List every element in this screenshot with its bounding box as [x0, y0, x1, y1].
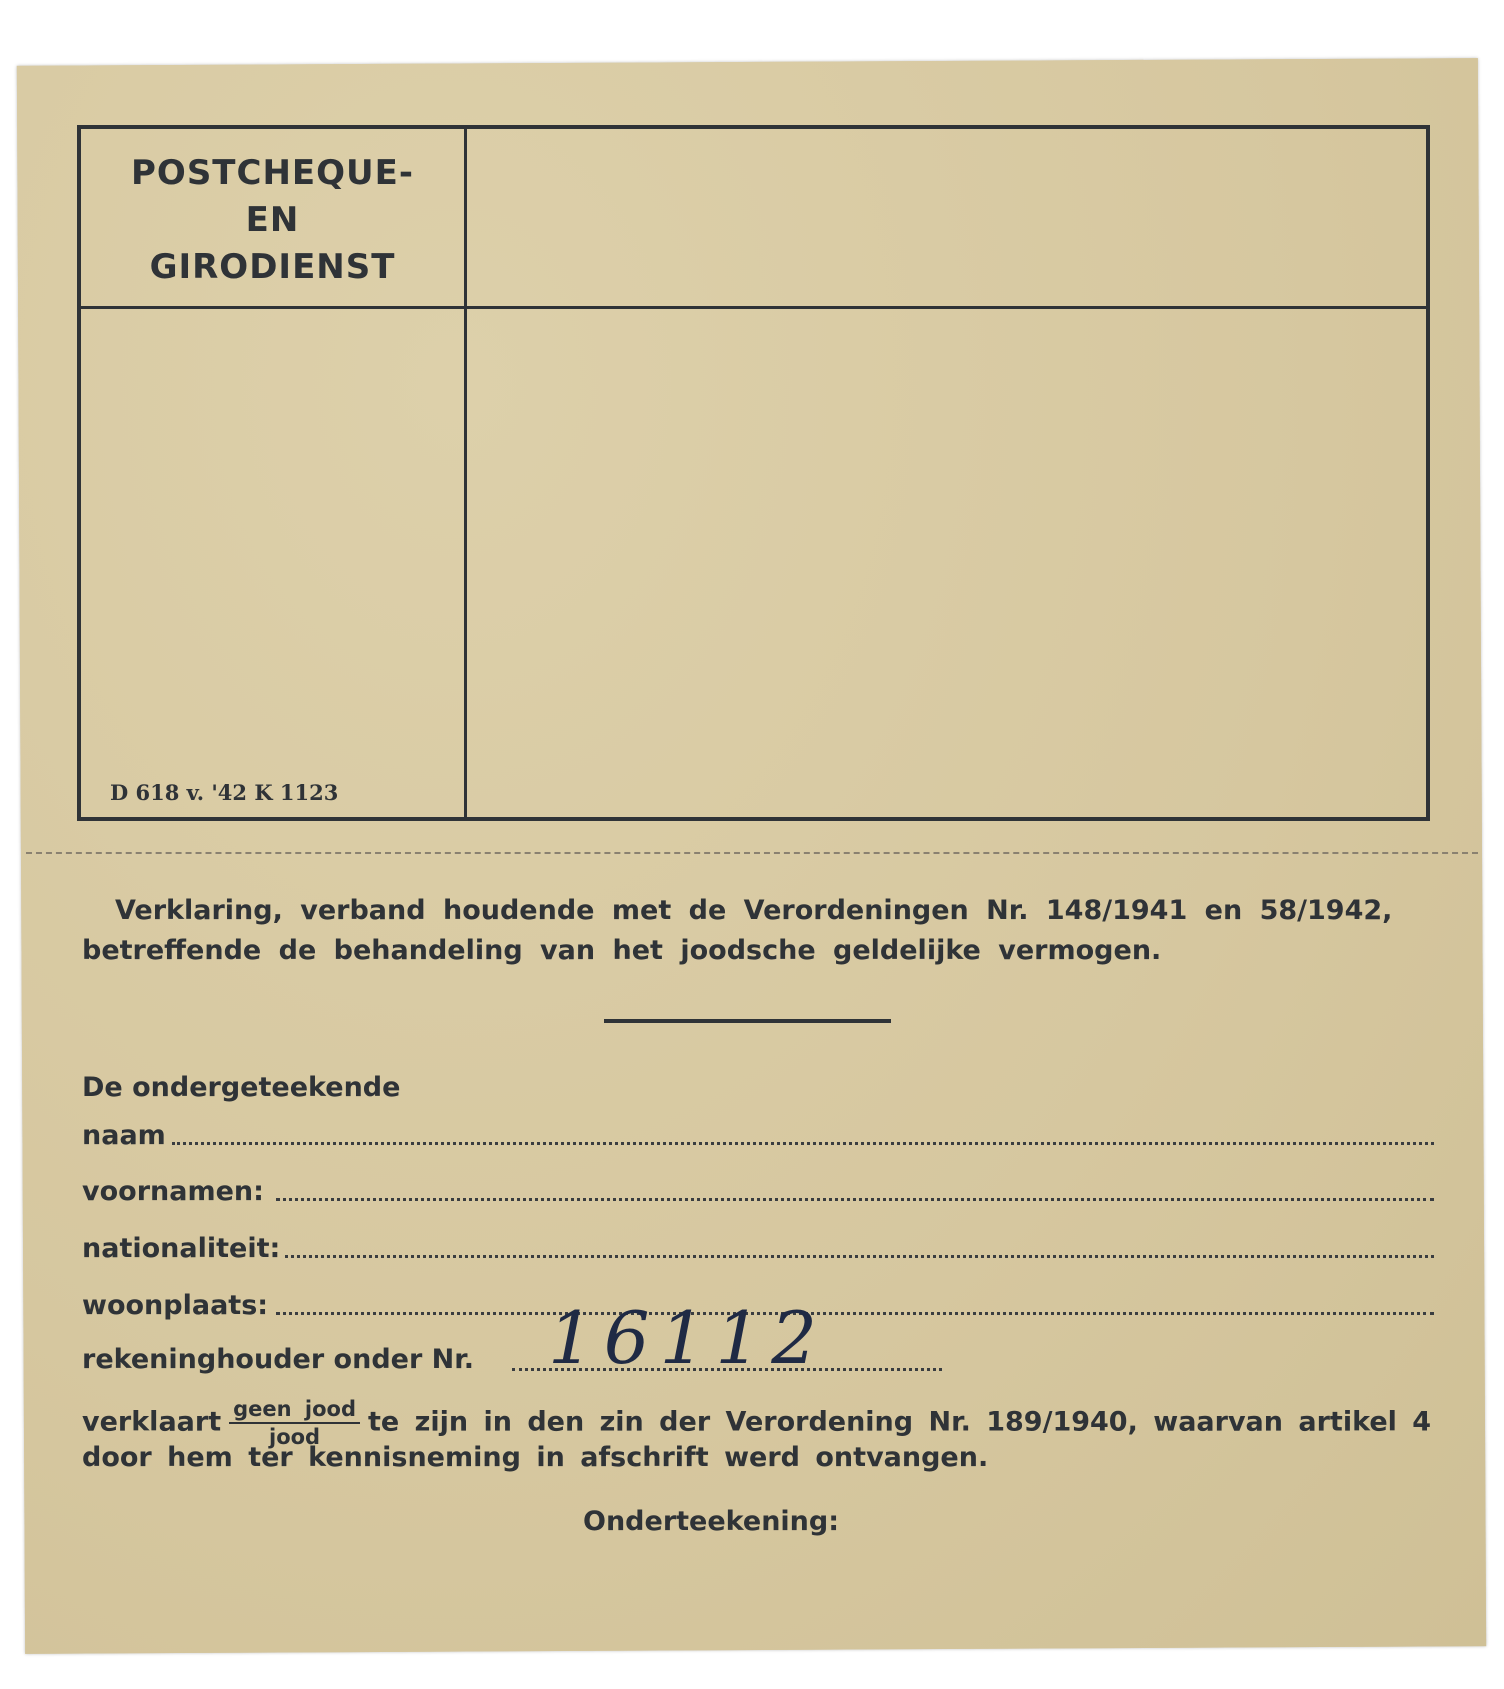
separator-rule [604, 1019, 891, 1023]
declaration-line-2: betreffende de behandeling van het joodsche geldelijke vermogen. [82, 935, 1162, 966]
voornamen-label: voornamen: [82, 1176, 264, 1207]
rekeninghouder-label: rekeninghouder onder Nr. [82, 1344, 474, 1375]
statement-line-2: door hem ter kennisneming in afschrift werd ontvangen. [82, 1442, 989, 1473]
handwritten-account-number: 16112 [548, 1296, 828, 1380]
title-line: EN [245, 200, 300, 240]
signature-label: Onderteekening: [583, 1506, 840, 1537]
option-jood: jood [269, 1425, 321, 1449]
perforation-line [26, 852, 1478, 854]
declaration-line-1: Verklaring, verband houdende met de Verordeningen Nr. 148/1941 en 58/1942, [115, 895, 1393, 926]
title-line: POSTCHEQUE- [131, 153, 414, 193]
verklaart-label: verklaart [82, 1406, 222, 1438]
statement-rest: te zijn in den zin der Verordening Nr. 189/1940, waarvan artikel 4 [367, 1406, 1432, 1438]
nationaliteit-label: nationaliteit: [82, 1233, 281, 1264]
option-geen-jood: geen jood [229, 1396, 360, 1424]
voornamen-field[interactable] [276, 1198, 1434, 1201]
box-divider-horizontal [77, 306, 1426, 309]
naam-field[interactable] [172, 1142, 1434, 1145]
title-line: GIRODIENST [149, 247, 396, 287]
naam-label: naam [82, 1120, 166, 1151]
intro-label: De ondergeteekende [82, 1072, 401, 1103]
box-divider-vertical [464, 125, 467, 817]
woonplaats-label: woonplaats: [82, 1290, 269, 1321]
postcheque-title [81, 150, 464, 291]
woonplaats-field[interactable] [276, 1312, 1434, 1315]
form-code: D 618 v. '42 K 1123 [110, 780, 339, 805]
nationaliteit-field[interactable] [285, 1255, 1434, 1258]
